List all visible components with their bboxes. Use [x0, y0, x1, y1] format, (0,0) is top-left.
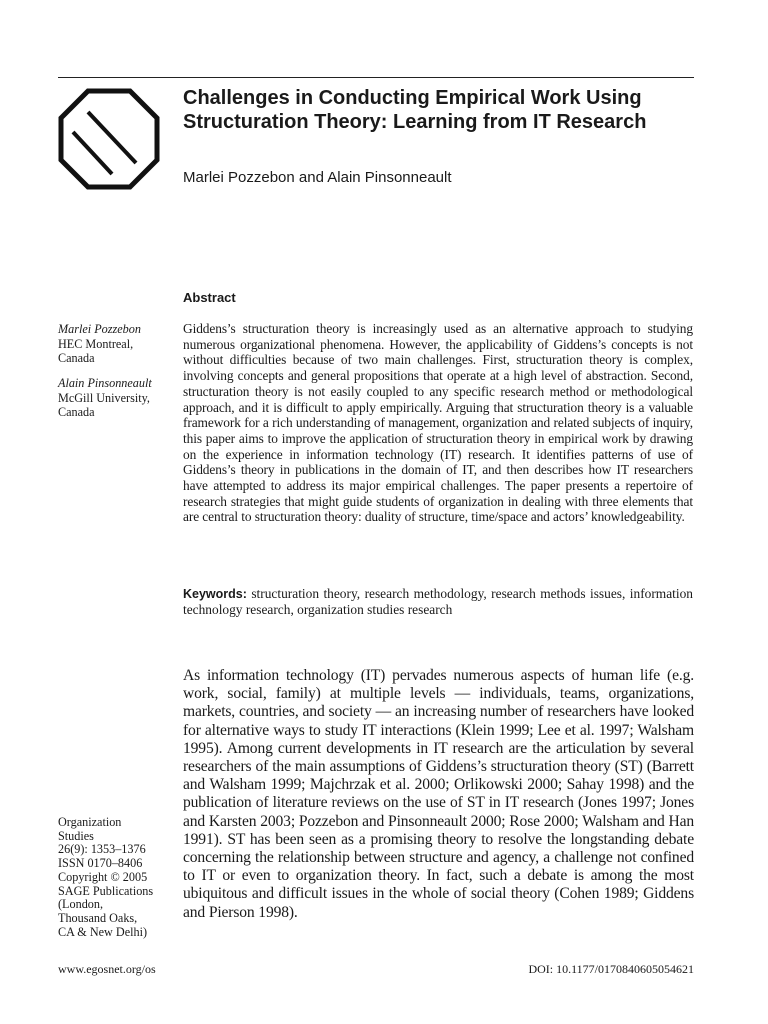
journal-info — [58, 816, 178, 939]
keywords — [183, 586, 693, 618]
affiliation-line: HEC Montreal, — [58, 336, 134, 351]
body-paragraph: As information technology (IT) pervades numerous aspects of human life (e.g. work, social, family) at multiple levels — individuals, teams, organizations, markets, countries, and society — an increasing number of researchers have looked for alternative ways to study IT interactions (Klein 1999; Lee et al. 1997; Walsham 1995). Among current developments in IT research are the articulation by several researchers of the main assumptions of Giddens’s structuration theory (ST) (Barrett and Walsham 1999; Majchrzak et al. 2000; Orlikowski 2000; Sahay 1998) and the publication of literature reviews on the use of ST in IT research (Jones 1997; Jones and Karsten 2003; Pozzebon and Pinsonneault 2000; Rose 2000; Walsham and Han 1991). ST has been seen as a promising theory to resolve the longstanding debate concerning the relationship between structure and agency, a challenge not confined to IT or even to organization theory. In fact, such a debate is among the most ubiquitous and difficult issues in the whole of social theory (Cohen 1989; Giddens and Pierson 1998). — [183, 667, 694, 921]
journal-logo — [58, 88, 160, 190]
affiliation-line: Canada — [58, 351, 95, 365]
affiliation-2 — [58, 376, 178, 420]
journal-info-line: (London, — [58, 897, 104, 912]
keywords-label: Keywords: — [183, 587, 247, 601]
article-title: Challenges in Conducting Empirical Work Using Structuration Theory: Learning from IT Research — [183, 87, 647, 133]
journal-info-line: 26(9): 1353–1376 — [58, 842, 146, 857]
affiliation-1 — [58, 322, 178, 366]
abstract-text: Giddens’s structuration theory is increasingly used as an alternative approach to studying numerous organizational phenomena. However, the applicability of Giddens’s concepts is not without difficulties because of two main challenges. First, structuration theory is complex, involving concepts and general propositions that operate at a high level of abstraction. Second, structuration theory is not easily coupled to any specific research method or methodological approach, and it is difficult to apply empirically. Arguing that structuration theory is a valuable framework for a rich understanding of management, organization and related subjects of inquiry, this paper aims to improve the application of structuration theory in empirical work by drawing on the experience in information technology (IT) research. It identifies patterns of use of Giddens’s theory in publications in the domain of IT, and then describes how IT researchers have attempted to address its major empirical challenges. The paper presents a repertoire of research strategies that might guide students of organization in dealing with three elements that are central to structuration theory: duality of structure, time/space and actors’ knowledgeability. — [183, 321, 693, 525]
affiliation-line: Canada — [58, 405, 95, 419]
journal-info-line: SAGE Publications — [58, 883, 154, 898]
affiliation-name: Alain Pinsonneault — [58, 376, 152, 390]
affiliation-line: McGill University, — [58, 390, 150, 405]
footer-website: www.egosnet.org/os — [58, 962, 156, 976]
abstract-heading: Abstract — [183, 290, 236, 305]
keywords-text: structuration theory, research methodology, research methods issues, information technology research, organization studies research — [183, 586, 693, 617]
journal-info-line: Copyright © 2005 — [58, 869, 148, 884]
journal-info-line: Organization — [58, 815, 122, 829]
journal-octagon-logo-icon — [58, 88, 160, 190]
journal-info-line: Studies — [58, 828, 94, 843]
affiliation-name: Marlei Pozzebon — [58, 322, 141, 336]
footer-doi: DOI: 10.1177/0170840605054621 — [528, 962, 694, 976]
journal-info-line: Thousand Oaks, — [58, 910, 138, 925]
journal-info-line: ISSN 0170–8406 — [58, 856, 143, 871]
header-rule — [58, 77, 694, 78]
article-authors: Marlei Pozzebon and Alain Pinsonneault — [183, 169, 452, 186]
journal-info-line: CA & New Delhi) — [58, 924, 148, 939]
